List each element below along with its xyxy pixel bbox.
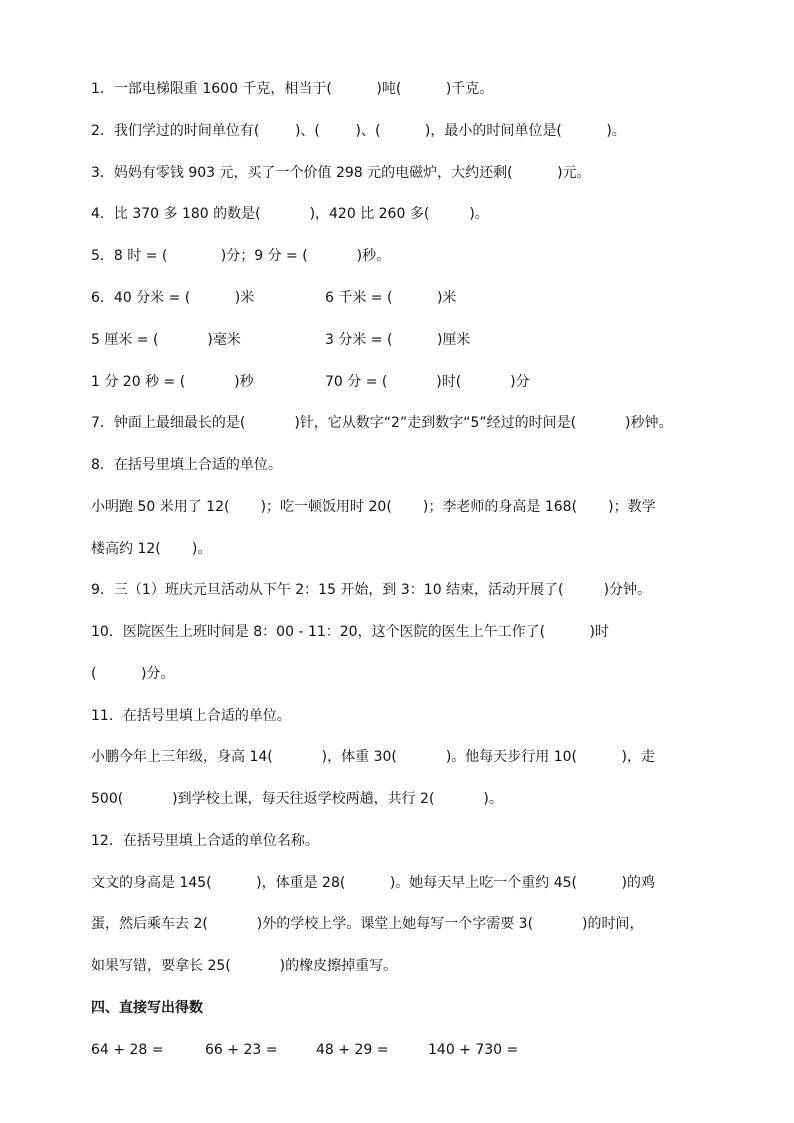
question-9: 9．三（1）班庆元旦活动从下午 2：15 开始，到 3：10 结束，活动开展了( )分钟。 xyxy=(91,582,652,598)
question-11-line-2: 500( )到学校上课，每天往返学校两趟，共行 2( )。 xyxy=(91,791,503,807)
question-12-title: 12．在括号里填上合适的单位名称。 xyxy=(91,833,319,849)
question-6-item-6: 70 分 = ( )时( )分 xyxy=(325,374,530,390)
question-10-line-2: ( )分。 xyxy=(91,666,175,682)
question-6-item-5: 1 分 20 秒 = ( )秒 xyxy=(91,374,254,390)
question-8-line-1: 小明跑 50 米用了 12( )；吃一顿饭用时 20( )；李老师的身高是 168( )；教学 xyxy=(91,499,656,515)
section-4-heading: 四、直接写出得数 xyxy=(91,1000,203,1016)
question-7: 7．钟面上最细最长的是( )针，它从数字“2”走到数字“5”经过的时间是( )秒钟。 xyxy=(91,415,673,431)
question-10-line-1: 10．医院医生上班时间是 8：00 - 11：20，这个医院的医生上午工作了( )时 xyxy=(91,624,609,640)
question-12-line-1: 文文的身高是 145( )，体重是 28( )。她每天早上吃一个重约 45( )的鸡 xyxy=(91,875,655,891)
question-12-line-3: 如果写错，要拿长 25( )的橡皮擦掉重写。 xyxy=(91,958,398,974)
arithmetic-item-3: 48 + 29 = xyxy=(316,1042,389,1058)
question-8-line-2: 楼高约 12( )。 xyxy=(91,541,212,557)
arithmetic-item-4: 140 + 730 = xyxy=(428,1042,519,1058)
arithmetic-item-1: 64 + 28 = xyxy=(91,1042,164,1058)
question-11-title: 11．在括号里填上合适的单位。 xyxy=(91,708,291,724)
question-2: 2．我们学过的时间单位有( )、( )、( )，最小的时间单位是( )。 xyxy=(91,123,626,139)
question-6-item-3: 5 厘米 = ( )毫米 xyxy=(91,332,241,348)
question-6-item-1: 6．40 分米 = ( )米 xyxy=(91,290,255,306)
question-6-item-4: 3 分米 = ( )厘米 xyxy=(325,332,471,348)
question-4: 4．比 370 多 180 的数是( )，420 比 260 多( )。 xyxy=(91,206,489,222)
question-12-line-2: 蛋，然后乘车去 2( )外的学校上学。课堂上她每写一个字需要 3( )的时间， xyxy=(91,916,644,932)
question-6-item-2: 6 千米 = ( )米 xyxy=(325,290,457,306)
question-5: 5．8 时 = ( )分；9 分 = ( )秒。 xyxy=(91,248,391,264)
question-11-line-1: 小鹏今年上三年级，身高 14( )，体重 30( )。他每天步行用 10( )，走 xyxy=(91,749,655,765)
arithmetic-item-2: 66 + 23 = xyxy=(205,1042,278,1058)
question-3: 3．妈妈有零钱 903 元，买了一个价值 298 元的电磁炉，大约还剩( )元。 xyxy=(91,165,591,181)
question-1: 1．一部电梯限重 1600 千克，相当于( )吨( )千克。 xyxy=(91,81,494,97)
question-8-title: 8．在括号里填上合适的单位。 xyxy=(91,457,282,473)
